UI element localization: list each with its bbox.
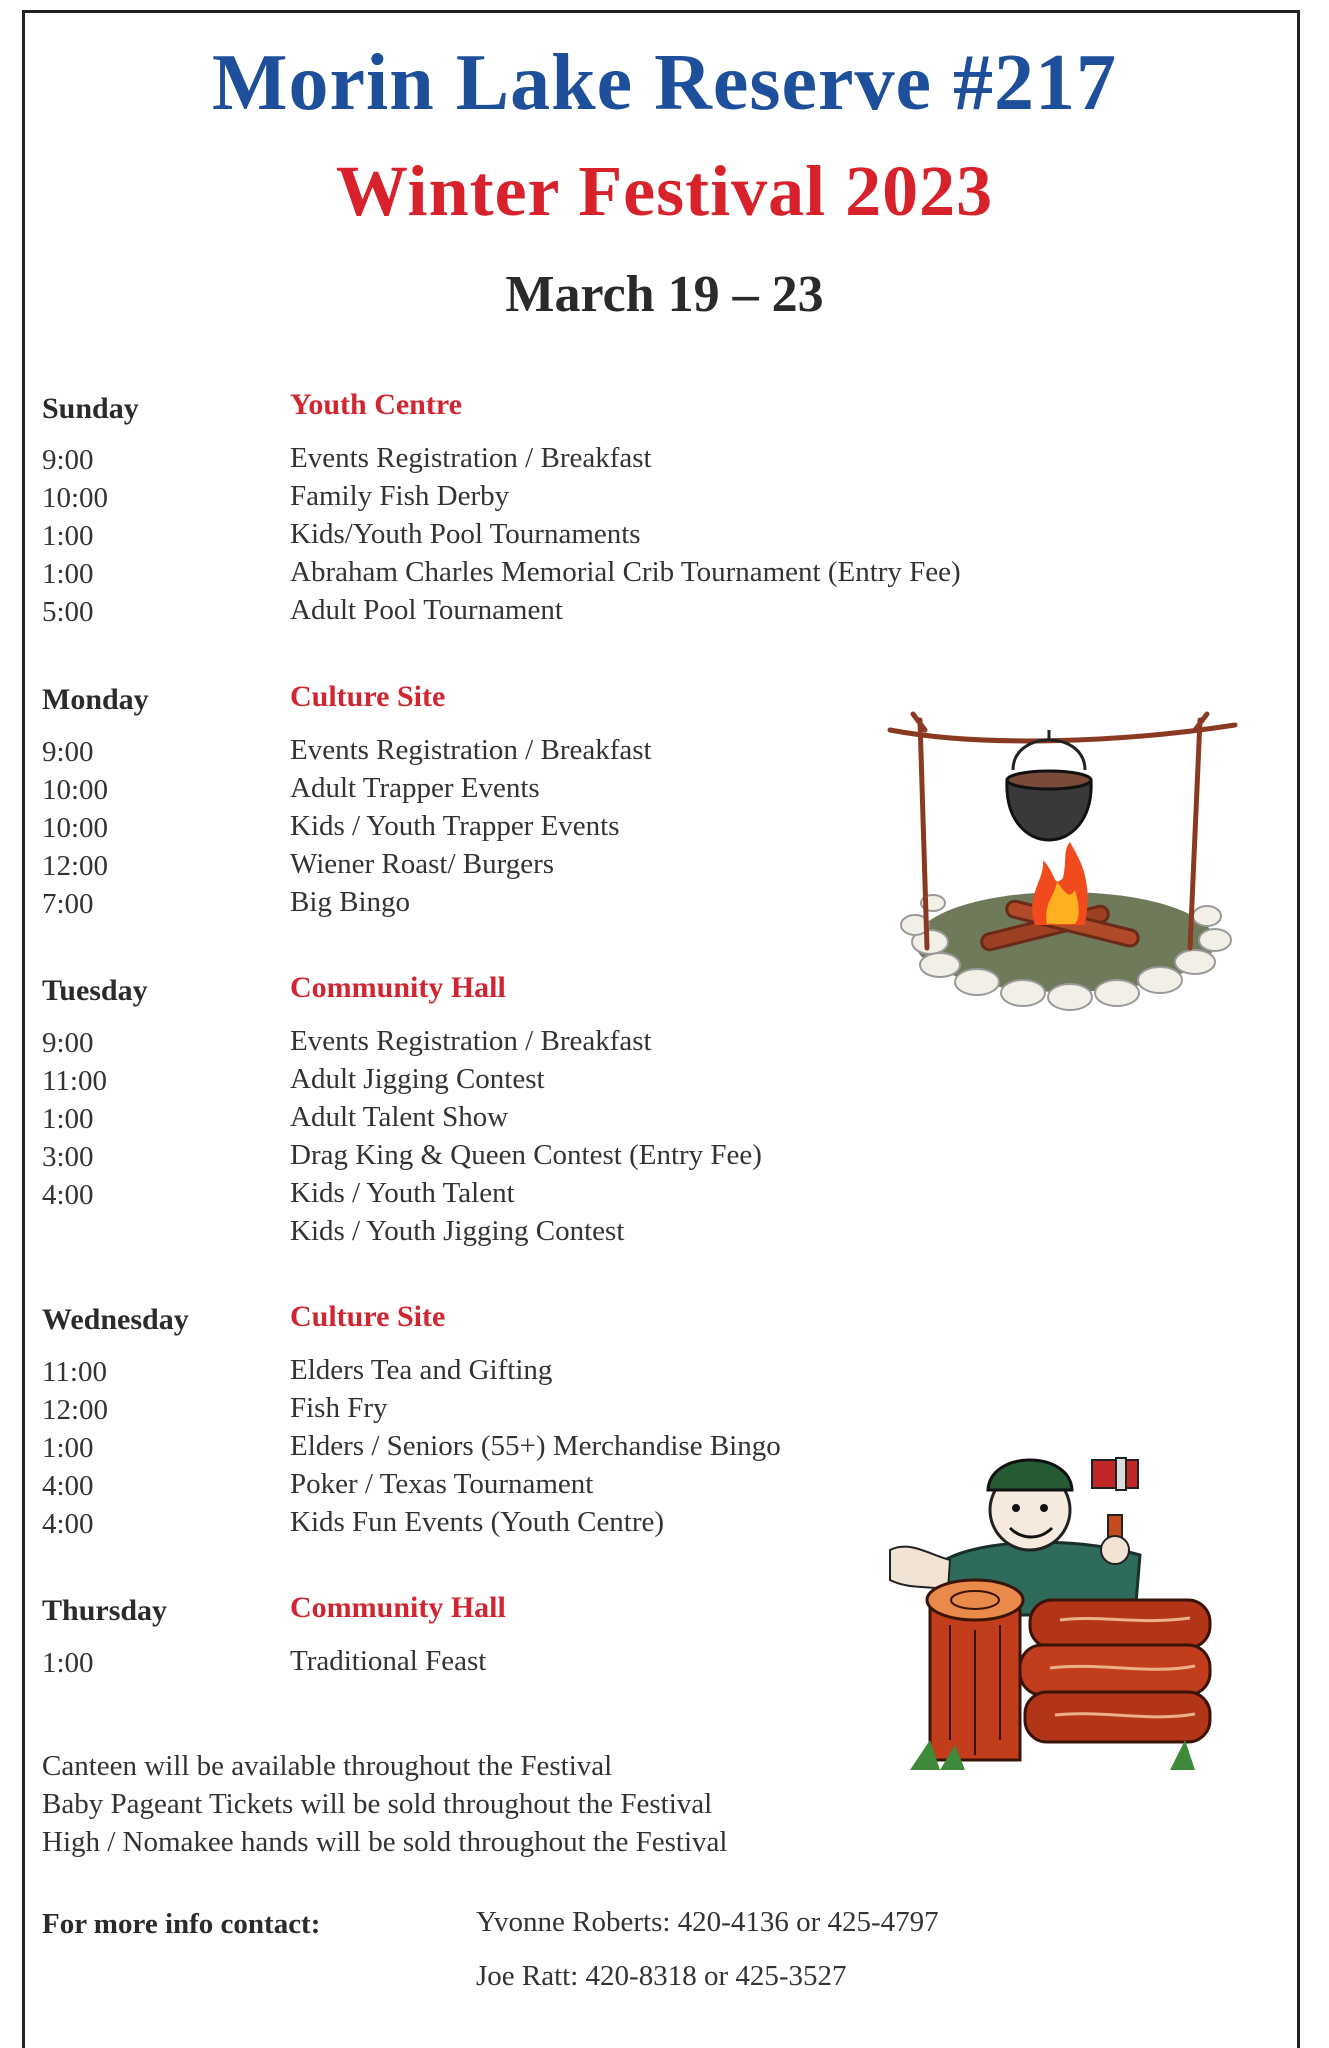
event-name: Kids/Youth Pool Tournaments — [290, 518, 641, 550]
event-name: Adult Jigging Contest — [290, 1063, 545, 1095]
event-time: 10:00 — [42, 482, 109, 514]
day-heading-thursday: Thursday — [42, 1594, 168, 1627]
note-canteen: Canteen will be available throughout the Festival — [42, 1750, 613, 1782]
day-heading-sunday: Sunday — [42, 392, 139, 425]
event-name: Wiener Roast/ Burgers — [290, 848, 555, 880]
event-name: Kids / Youth Talent — [290, 1177, 515, 1209]
campfire-cooking-pot-icon — [885, 710, 1240, 1015]
event-time: 4:00 — [42, 1470, 94, 1502]
event-time: 3:00 — [42, 1141, 94, 1173]
event-time: 1:00 — [42, 1647, 94, 1679]
event-time: 1:00 — [42, 1103, 94, 1135]
event-time: 10:00 — [42, 774, 109, 806]
contact-joe: Joe Ratt: 420-8318 or 425-3527 — [476, 1960, 847, 1992]
event-time: 9:00 — [42, 1027, 94, 1059]
event-name: Adult Talent Show — [290, 1101, 509, 1133]
contact-label: For more info contact: — [42, 1908, 321, 1940]
event-name: Poker / Texas Tournament — [290, 1468, 594, 1500]
event-name: Fish Fry — [290, 1392, 388, 1424]
event-name: Adult Trapper Events — [290, 772, 540, 804]
venue-monday: Culture Site — [290, 680, 446, 713]
event-name: Kids / Youth Jigging Contest — [290, 1215, 625, 1247]
venue-tuesday: Community Hall — [290, 971, 506, 1004]
event-time: 9:00 — [42, 444, 94, 476]
event-time: 1:00 — [42, 1432, 94, 1464]
event-time: 5:00 — [42, 596, 94, 628]
event-time: 11:00 — [42, 1356, 107, 1388]
event-name: Drag King & Queen Contest (Entry Fee) — [290, 1139, 762, 1171]
event-name: Elders / Seniors (55+) Merchandise Bingo — [290, 1430, 781, 1462]
venue-thursday: Community Hall — [290, 1591, 506, 1624]
event-name: Events Registration / Breakfast — [290, 1025, 652, 1057]
festival-dates: March 19 – 23 — [505, 266, 824, 323]
day-heading-tuesday: Tuesday — [42, 974, 148, 1007]
event-name: Kids / Youth Trapper Events — [290, 810, 620, 842]
page-title: Morin Lake Reserve #217 — [211, 39, 1118, 127]
event-time: 12:00 — [42, 1394, 109, 1426]
day-heading-monday: Monday — [42, 683, 149, 716]
event-name: Events Registration / Breakfast — [290, 442, 652, 474]
event-time: 12:00 — [42, 850, 109, 882]
event-time: 7:00 — [42, 888, 94, 920]
festival-title: Winter Festival 2023 — [335, 151, 994, 231]
event-time: 4:00 — [42, 1179, 94, 1211]
event-time: 10:00 — [42, 812, 109, 844]
event-name: Elders Tea and Gifting — [290, 1354, 553, 1386]
event-time: 1:00 — [42, 558, 94, 590]
day-heading-wednesday: Wednesday — [42, 1303, 189, 1336]
contact-yvonne: Yvonne Roberts: 420-4136 or 425-4797 — [476, 1906, 939, 1938]
event-name: Events Registration / Breakfast — [290, 734, 652, 766]
event-name: Big Bingo — [290, 886, 411, 918]
venue-sunday: Youth Centre — [290, 388, 462, 421]
venue-wednesday: Culture Site — [290, 1300, 446, 1333]
event-name: Abraham Charles Memorial Crib Tournament (Entry Fee) — [290, 556, 961, 588]
event-time: 1:00 — [42, 520, 94, 552]
event-time: 9:00 — [42, 736, 94, 768]
lumberjack-with-axe-icon — [870, 1440, 1230, 1790]
event-time: 11:00 — [42, 1065, 107, 1097]
event-name: Adult Pool Tournament — [290, 594, 563, 626]
event-name: Traditional Feast — [290, 1645, 487, 1677]
note-baby-pageant: Baby Pageant Tickets will be sold throughout the Festival — [42, 1788, 713, 1820]
event-name: Kids Fun Events (Youth Centre) — [290, 1506, 665, 1538]
note-hand-games: High / Nomakee hands will be sold throughout the Festival — [42, 1826, 728, 1858]
event-time: 4:00 — [42, 1508, 94, 1540]
event-name: Family Fish Derby — [290, 480, 510, 512]
